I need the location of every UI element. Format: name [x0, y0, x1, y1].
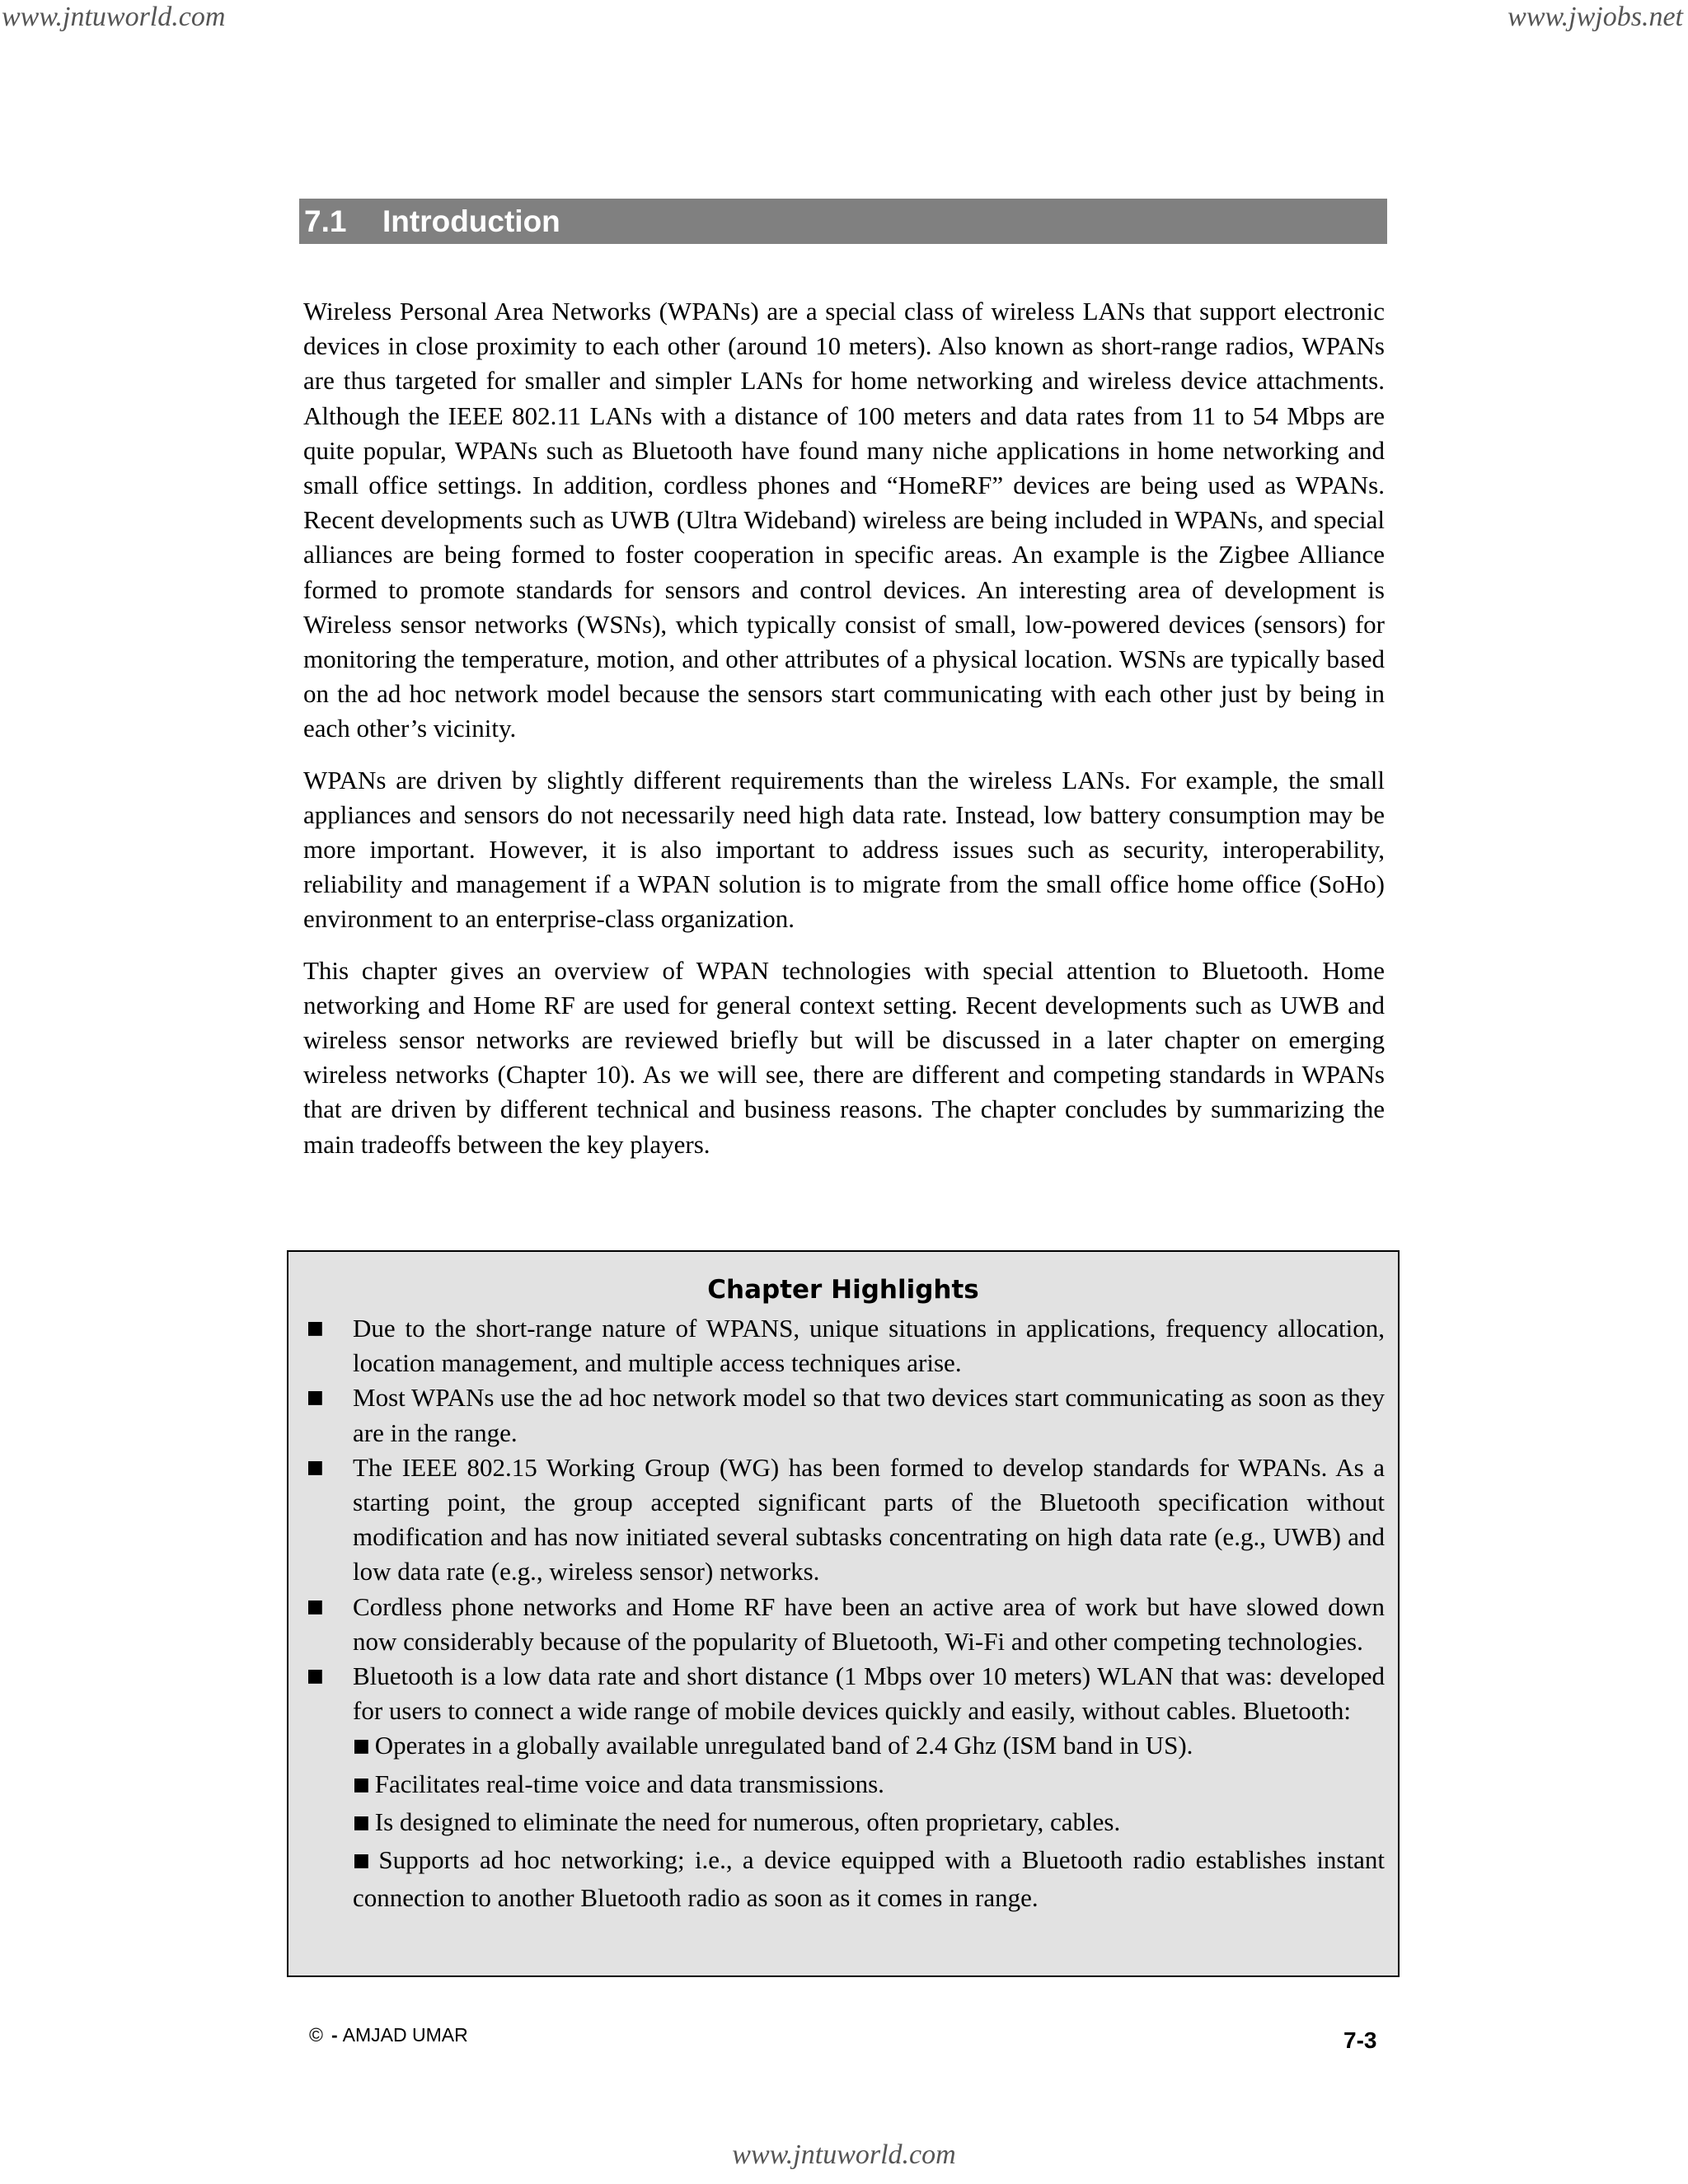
chapter-highlights-box [287, 1250, 1400, 1977]
sub-item [353, 1843, 1385, 1915]
paragraph-intro: Wireless Personal Area Networks (WPANs) are a special class of wireless LANs that support electronic devices in close proximity to each other (around 10 meters). Also known as short-range radios, WPANs are thus targeted for smaller and simpler LANs for home networking and wireless device attachments. Although the IEEE 802.11 LANs with a distance of 100 meters and data rates from 11 to 54 Mbps are quite popular, WPANs such as Bluetooth have found many niche applications in home networking and small office settings. In addition, cordless phones and “HomeRF” devices are being used as WPANs. Recent developments such as UWB (Ultra Wideband) wireless are being included in WPANs, and special alliances are being formed to foster cooperation in specific areas. An example is the Zigbee Alliance formed to promote standards for sensors and control devices. An interesting area of development is Wireless sensor networks (WSNs), which typically consist of small, low-powered devices (sensors) for monitoring the temperature, motion, and other attributes of a physical location. WSNs are typically based on the ad hoc network model because the sensors start communicating with each other just by being in each other’s vicinity. [303, 297, 1385, 743]
highlight-text: Cordless phone networks and Home RF have been an active area of work but have slowed down now considerably because of the popularity of Bluetooth, Wi-Fi and other competing technologies. [353, 1591, 1385, 1656]
highlight-text: Most WPANs use the ad hoc network model so that two devices start communicating as soon as they are in the range. [353, 1383, 1385, 1447]
highlights-list [288, 1311, 1398, 1915]
square-bullet-icon: ■ [353, 1736, 370, 1757]
watermark-top-left: www.jntuworld.com [2, 2, 226, 32]
paragraph-requirements: WPANs are driven by slightly different requirements than the wireless LANs. For example, the small appliances and sensors do not necessarily need high data rate. Instead, low battery consumption may be more important. However, it is also important to address issues such as security, interoperability, reliability and management if a WPAN solution is to migrate from the small office home office (SoHo) environment to an enterprise-class organization. [303, 765, 1385, 934]
watermark-bottom: www.jntuworld.com [732, 2139, 956, 2170]
highlight-item [288, 1311, 1398, 1380]
highlight-item [288, 1451, 1398, 1590]
sub-item-text: Supports ad hoc networking; i.e., a device equipped with a Bluetooth radio establishes instant connection to another Bluetooth radio as soon as it comes in range. [353, 1845, 1385, 1913]
sub-item [353, 1728, 1385, 1766]
square-bullet-icon: ■ [353, 1811, 370, 1833]
square-bullet-icon: ■ [307, 1387, 324, 1408]
sub-item-text: Operates in a globally available unregulated band of 2.4 Ghz (ISM band in US). [374, 1731, 1193, 1760]
square-bullet-icon: ■ [307, 1596, 324, 1617]
sub-item-text: Facilitates real-time voice and data transmissions. [374, 1769, 884, 1798]
sub-item [353, 1767, 1385, 1805]
footer-author: AMJAD UMAR [342, 2024, 468, 2046]
highlight-text: Bluetooth is a low data rate and short distance (1 Mbps over 10 meters) WLAN that was: developed for users to connect a wide range of mobile devices quickly and easily, without cables. Bluetooth: [353, 1661, 1385, 1726]
highlights-title: Chapter Highlights [707, 1275, 979, 1305]
sub-item-text: Is designed to eliminate the need for numerous, often proprietary, cables. [374, 1807, 1121, 1836]
body-text [303, 294, 1385, 1179]
highlight-text: Due to the short-range nature of WPANS, unique situations in applications, frequency allocation, location management, and multiple access techniques arise. [353, 1314, 1385, 1378]
highlight-item [288, 1380, 1398, 1450]
square-bullet-icon: ■ [353, 1774, 370, 1795]
square-bullet-icon: ■ [353, 1850, 374, 1872]
section-number: 7.1 [304, 204, 347, 238]
section-header [299, 199, 1387, 244]
square-bullet-icon: ■ [307, 1318, 324, 1338]
highlight-item-bluetooth [288, 1659, 1398, 1915]
square-bullet-icon: ■ [307, 1666, 324, 1687]
highlight-item [288, 1590, 1398, 1659]
highlight-text: The IEEE 802.15 Working Group (WG) has been formed to develop standards for WPANs. As a starting point, the group accepted significant parts of the Bluetooth specification without modification and has now initiated several subtasks concentrating on high data rate (e.g., UWB) and low data rate (e.g., wireless sensor) networks. [353, 1452, 1385, 1586]
section-title: Introduction [382, 204, 560, 238]
watermark-top-right: www.jwjobs.net [1507, 2, 1683, 32]
page-number: 7-3 [1343, 2027, 1377, 2053]
sub-item [353, 1805, 1385, 1843]
paragraph-overview: This chapter gives an overview of WPAN technologies with special attention to Bluetooth. Home networking and Home RF are used for general context setting. Recent developments such as UWB and wireless sensor networks are reviewed briefly but will be discussed in a later chapter on emerging wireless networks (Chapter 10). As we will see, there are different and competing standards in WPANs that are driven by different technical and business reasons. The chapter concludes by summarizing the main tradeoffs between the key players. [303, 955, 1385, 1159]
copyright-symbol: © [309, 2024, 323, 2046]
square-bullet-icon: ■ [307, 1456, 324, 1478]
footer-dash: - [331, 2024, 338, 2046]
footer-copyright [309, 2024, 468, 2046]
bluetooth-sub-list [353, 1728, 1385, 1915]
